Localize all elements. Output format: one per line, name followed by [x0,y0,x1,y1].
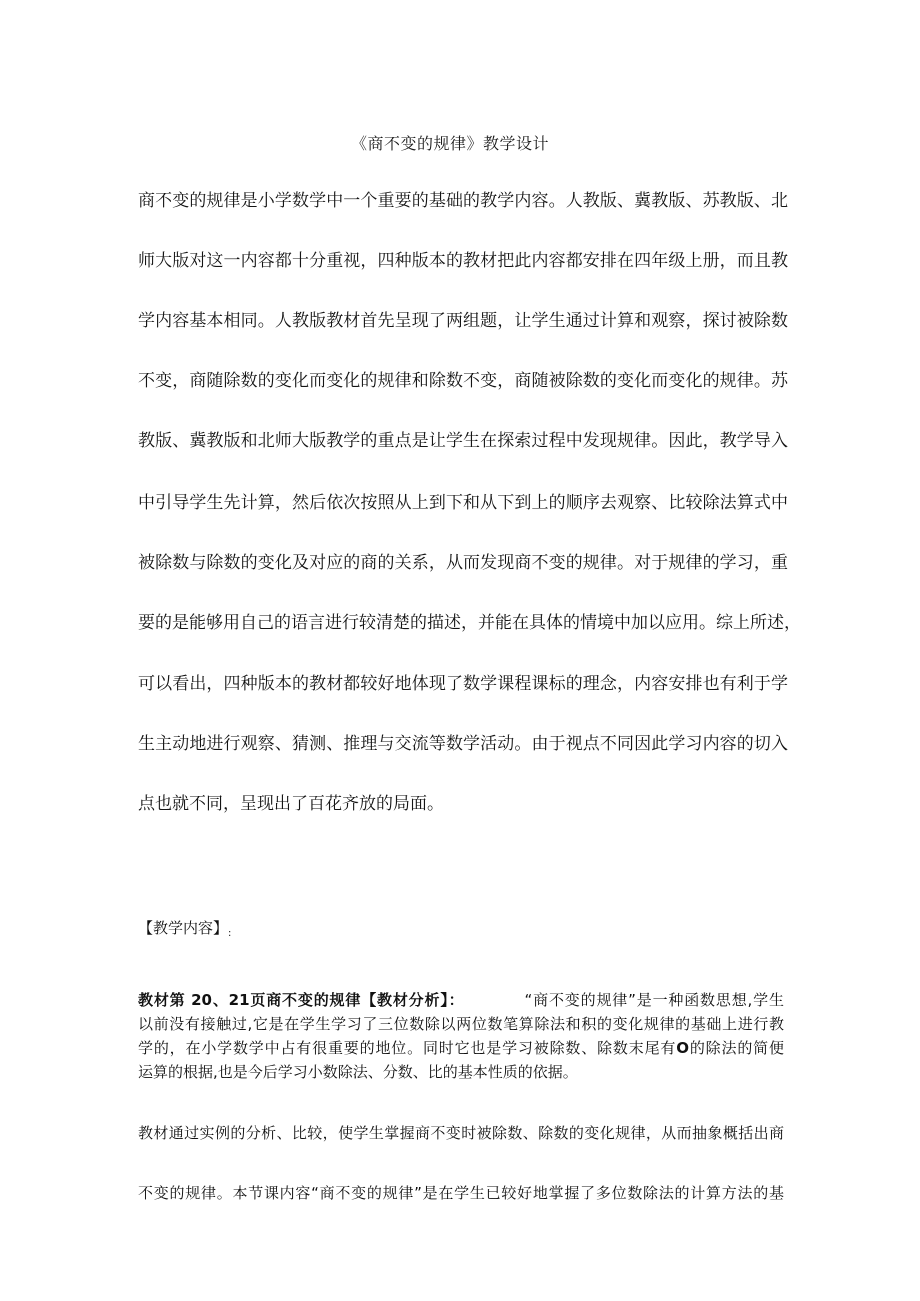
intro-line: 教版、冀教版和北师大版教学的重点是让学生在探索过程中发现规律。因此，教学导入 [138,431,788,451]
analysis-line3-bold: O [676,1039,689,1057]
analysis-suffix: “商不变的规律”是一种函数思想,学生 [524,991,784,1009]
section-heading-colon: : [228,928,232,939]
intro-line: 要的是能够用自己的语言进行较清楚的描述，并能在具体的情境中加以应用。综上所述， [138,613,801,633]
intro-line: 被除数与除数的变化及对应的商的关系，从而发现商不变的规律。对于规律的学习，重 [138,553,788,573]
analysis-mid: 页商不变的规律【教材分析】： [249,991,465,1009]
intro-line: 学内容基本相同。人教版教材首先呈现了两组题，让学生通过计算和观察，探讨被除数 [138,311,788,331]
section-heading [138,917,231,939]
intro-line: 生主动地进行观察、猜测、推理与交流等数学活动。由于视点不同因此学习内容的切入 [138,734,788,754]
analysis-line3-suffix: 的除法的简便 [689,1039,784,1057]
intro-line: 可以看出，四种版本的教材都较好地体现了数学课程课标的理念，内容安排也有利于学 [138,674,788,694]
analysis-pages: 20、21 [191,991,250,1009]
analysis-line [138,1037,784,1058]
analysis-line3-text: 学的，在小学数学中占有很重要的地位。同时它也是学习被除数、除数末尾有 [138,1039,677,1057]
paragraph-line: 不变的规律。本节课内容“商不变的规律”是在学生已较好地掌握了多位数除法的计算方法的基 [138,1184,784,1202]
analysis-prefix: 教材第 [138,991,186,1009]
intro-line: 点也就不同，呈现出了百花齐放的局面。 [138,794,444,814]
section-heading-text: 【教学内容】 [138,919,229,937]
paragraph-line: 教材通过实例的分析、比较，使学生掌握商不变时被除数、除数的变化规律，从而抽象概括出商 [138,1124,784,1142]
intro-line: 中引导学生先计算，然后依次按照从上到下和从下到上的顺序去观察、比较除法算式中 [138,493,788,513]
analysis-line: 以前没有接触过,它是在学生学习了三位数除以两位数笔算除法和积的变化规律的基础上进行教 [138,1015,784,1033]
intro-line: 不变，商随除数的变化而变化的规律和除数不变，商随被除数的变化而变化的规律。苏 [138,371,788,391]
analysis-line [138,989,784,1010]
intro-line: 师大版对这一内容都十分重视，四种版本的教材把此内容都安排在四年级上册，而且教 [138,251,788,271]
analysis-line: 运算的根据,也是今后学习小数除法、分数、比的基本性质的依据。 [138,1063,578,1081]
intro-line: 商不变的规律是小学数学中一个重要的基础的教学内容。人教版、冀教版、苏教版、北 [138,191,788,211]
document-title: 《商不变的规律》教学设计 [350,134,549,153]
